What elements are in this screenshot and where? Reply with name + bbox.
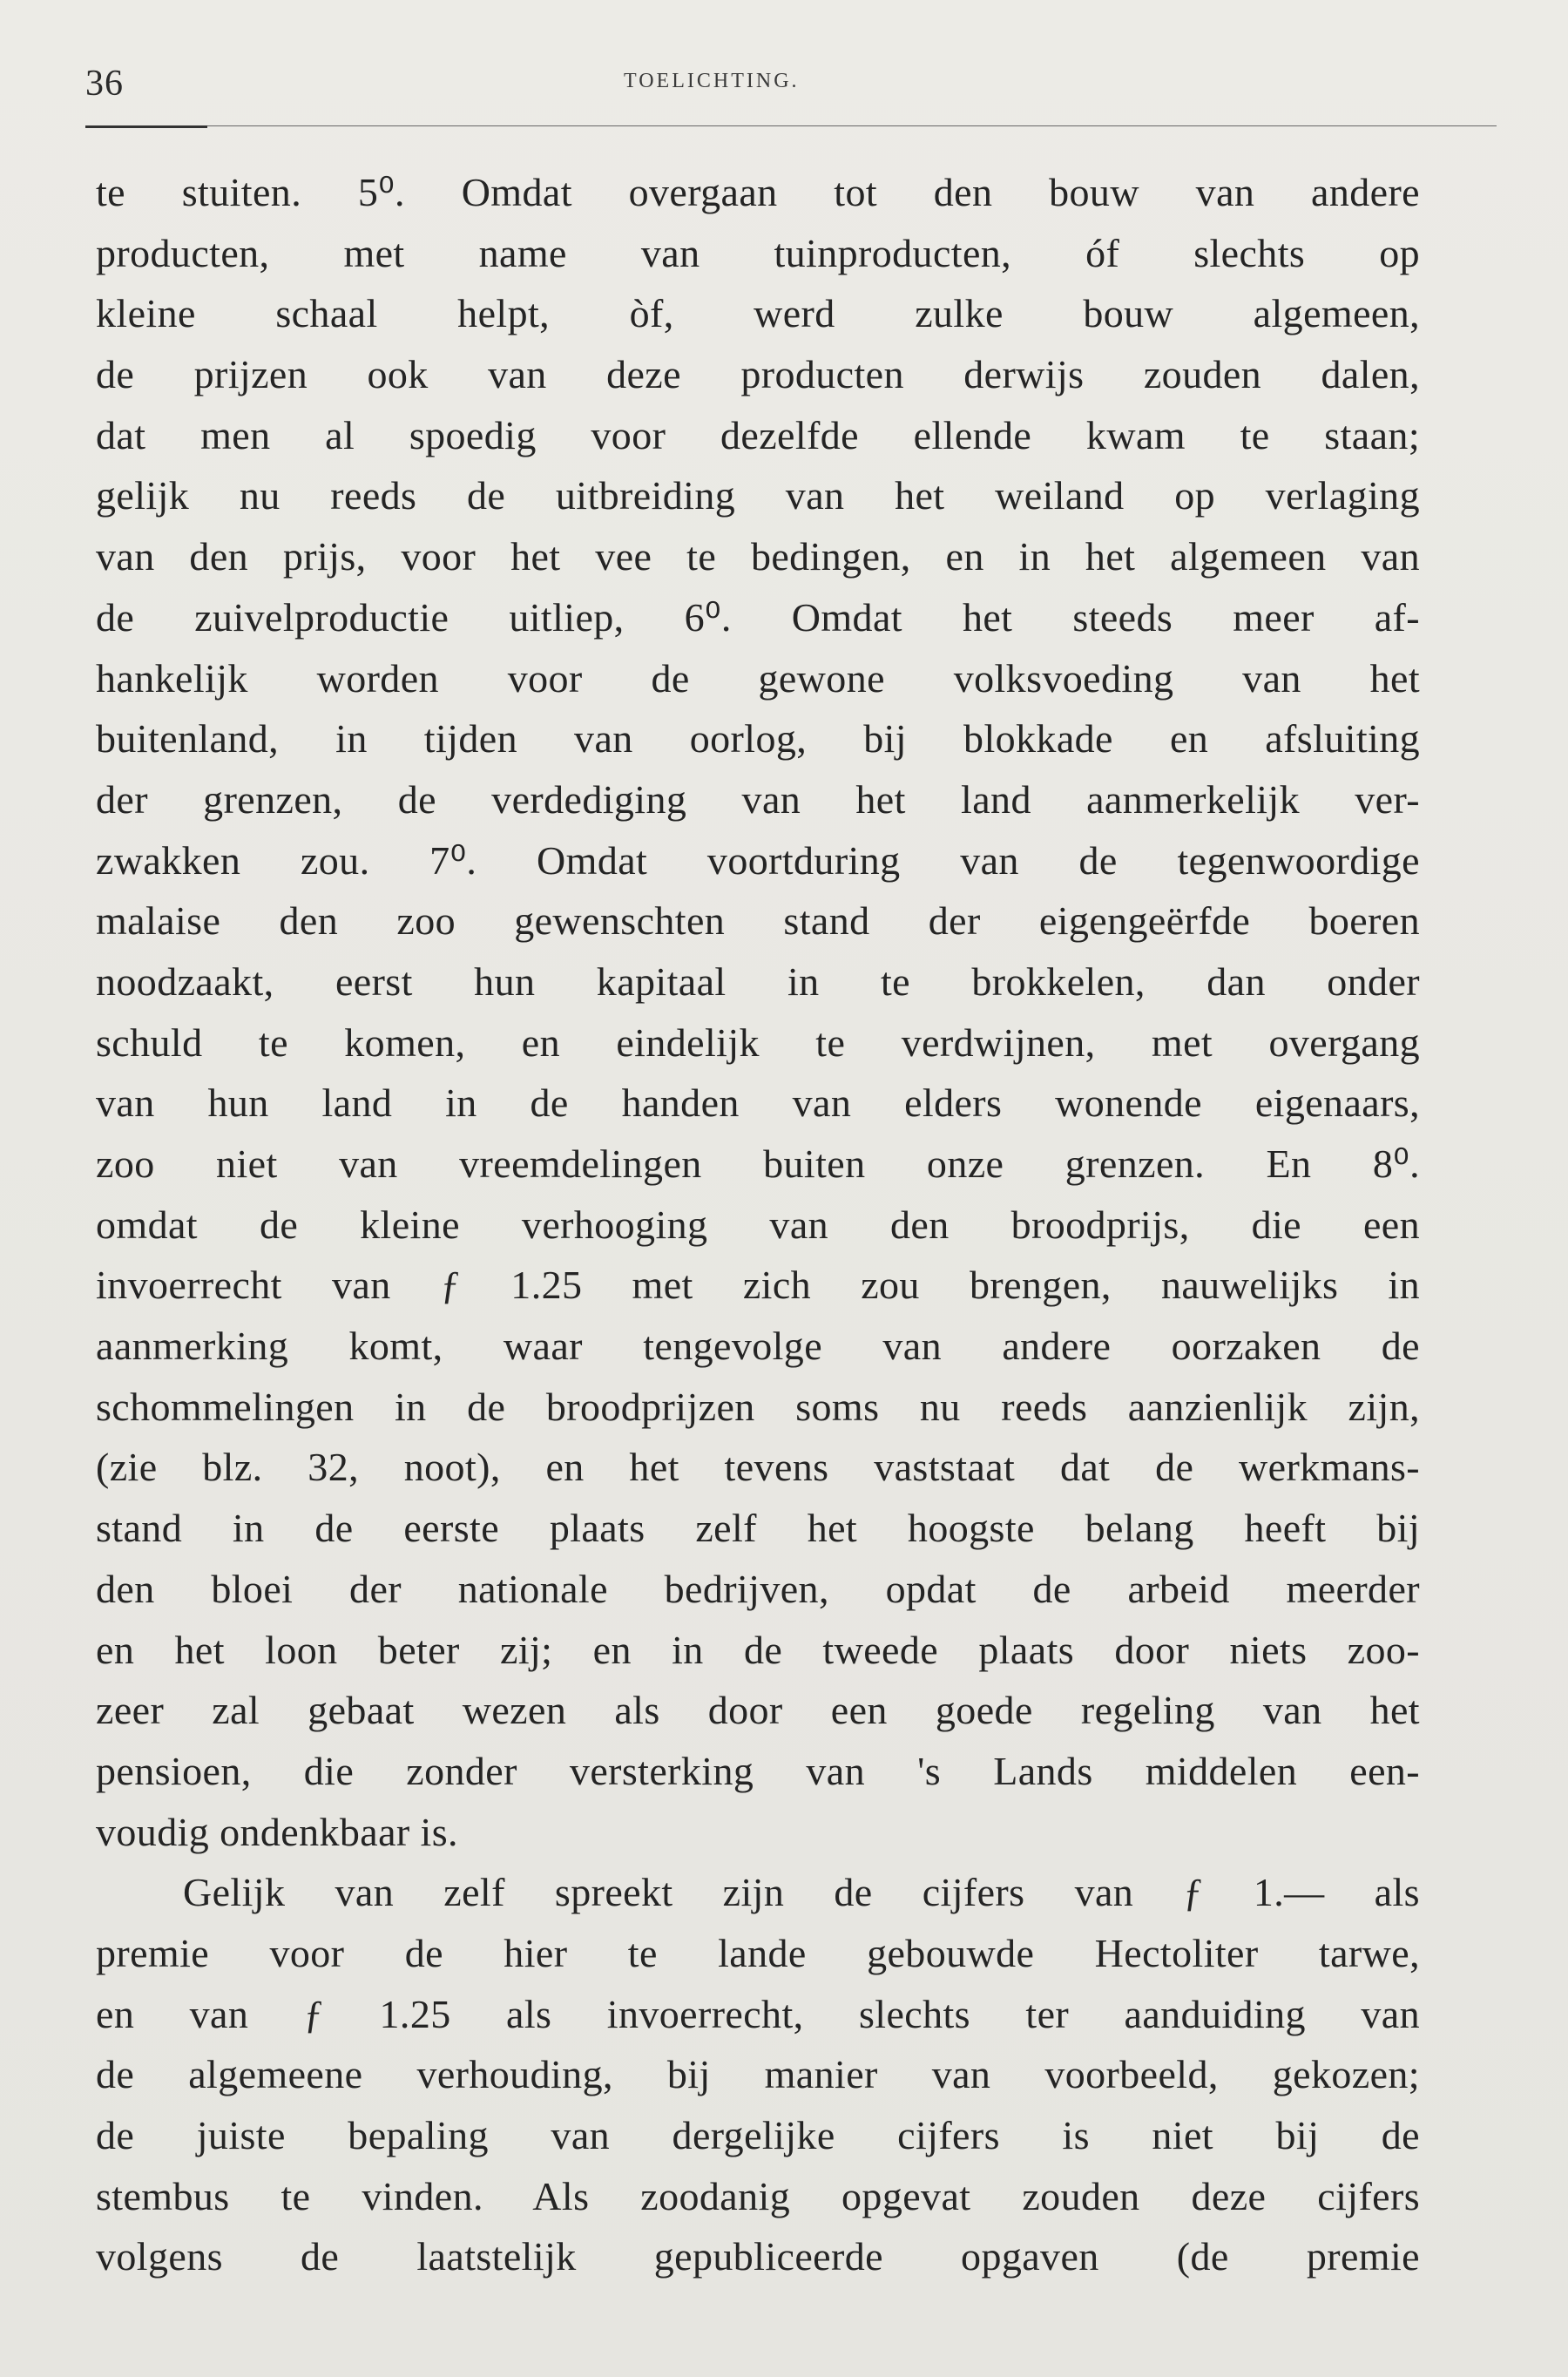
text-line: dat men al spoedig voor dezelfde ellende kwam te staan; [96,412,1420,457]
text-line: omdat de kleine verhooging van den broodprijs, die een [96,1202,1420,1247]
text-line: en van ƒ 1.25 als invoerrecht, slechts ter aanduiding van [96,1991,1420,2036]
text-line: volgens de laatstelijk gepubliceerde opgaven (de premie [96,2234,1420,2279]
text-line: te stuiten. 5⁰. Omdat overgaan tot den bouw van andere [96,170,1420,214]
text-line: schuld te komen, en eindelijk te verdwijnen, met overgang [96,1019,1420,1065]
text-line: producten, met name van tuinproducten, óf slechts op [96,230,1420,275]
text-line: invoerrecht van ƒ 1.25 met zich zou brengen, nauwelijks in [96,1263,1420,1308]
text-line: de juiste bepaling van dergelijke cijfers is niet bij de [96,2113,1420,2157]
text-line: hankelijk worden voor de gewone volksvoeding van het [96,655,1420,701]
text-line: de algemeene verhouding, bij manier van voorbeeld, gekozen; [96,2052,1420,2097]
running-head: TOELICHTING. [624,70,800,92]
page-header [85,63,1409,124]
text-line: stembus te vinden. Als zoodanig opgevat zouden deze cijfers [96,2173,1420,2218]
text-line: premie voor de hier te lande gebouwde Hectoliter tarwe, [96,1930,1420,1975]
text-line: zoo niet van vreemdelingen buiten onze grenzen. En 8⁰. [96,1141,1420,1186]
text-line: malaise den zoo gewenschten stand der eigengeërfde boeren [96,898,1420,944]
page-number: 36 [85,64,124,104]
text-line: zwakken zou. 7⁰. Omdat voortduring van de tegenwoordige [96,837,1420,883]
text-line: stand in de eerste plaats zelf het hoogste belang heeft bij [96,1506,1420,1551]
text-line: en het loon beter zij; en in de tweede plaats door niets zoo- [96,1627,1420,1672]
text-line: den bloei der nationale bedrijven, opdat de arbeid meerder [96,1566,1420,1611]
text-line-paragraph-end: voudig ondenkbaar is. [96,1809,458,1854]
text-line: de zuivelproductie uitliep, 6⁰. Omdat het steeds meer af- [96,594,1420,640]
header-rule-thick [85,125,207,128]
text-line: noodzaakt, eerst hun kapitaal in te brokkelen, dan onder [96,958,1420,1004]
text-line: aanmerking komt, waar tengevolge van andere oorzaken de [96,1324,1420,1369]
text-line: kleine schaal helpt, òf, werd zulke bouw algemeen, [96,291,1420,336]
text-line: pensioen, die zonder versterking van 's Lands middelen een- [96,1748,1420,1793]
header-rule-thin [207,125,1497,126]
text-line: schommelingen in de broodprijzen soms nu reeds aanzienlijk zijn, [96,1384,1420,1429]
text-line: (zie blz. 32, noot), en het tevens vaststaat dat de werkmans- [96,1445,1420,1490]
text-line: zeer zal gebaat wezen als door een goede regeling van het [96,1688,1420,1733]
text-line: gelijk nu reeds de uitbreiding van het weiland op verlaging [96,473,1420,518]
text-line: van hun land in de handen van elders wonende eigenaars, [96,1080,1420,1126]
body-text [96,162,1420,2287]
text-line-paragraph-start: Gelijk van zelf spreekt zijn de cijfers van ƒ 1.— als [183,1870,1420,1915]
text-line: de prijzen ook van deze producten derwijs zouden dalen, [96,352,1420,397]
text-line: buitenland, in tijden van oorlog, bij blokkade en afsluiting [96,716,1420,762]
text-line: van den prijs, voor het vee te bedingen, en in het algemeen van [96,534,1420,579]
text-line: der grenzen, de verdediging van het land aanmerkelijk ver- [96,776,1420,822]
